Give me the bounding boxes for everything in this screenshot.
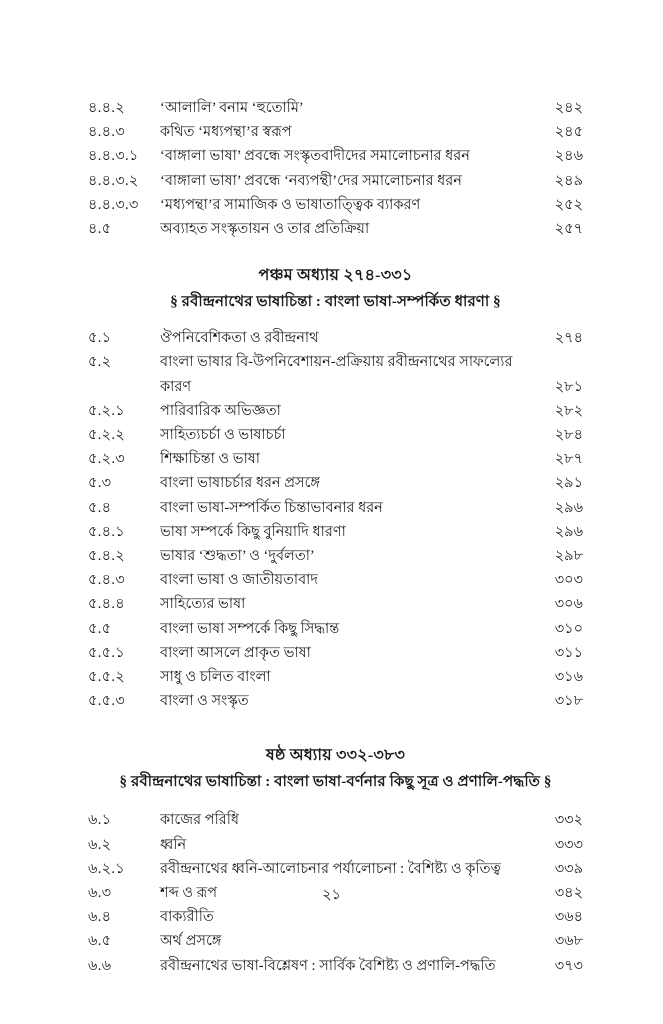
table-row [88,120,583,144]
chapter-heading-5 [88,263,583,315]
table-row [88,423,583,447]
toc-entry-title: বাংলা ভাষা সম্পর্কে কিছু সিদ্ধান্ত [160,620,340,637]
toc-entry-title: অব্যাহত সংস্কৃতায়ন ও তার প্রতিক্রিয়া [160,221,370,238]
toc-entry-page: ২৮৭ [554,451,583,468]
toc-entry-number: ৪.৪.৩ [88,124,125,141]
toc-entry-page: ৩৩২ [554,812,583,829]
table-row [88,399,583,423]
toc-entry-title: ‘মধ্যপন্থা’র সামাজিক ও ভাষাতাত্ত্বিক ব্যাকরণ [160,196,421,213]
toc-entry-title: বাংলা ভাষা-সম্পর্কিত চিন্তাভাবনার ধরন [160,499,383,516]
table-row [88,808,583,832]
toc-entry-page: ২৪২ [554,100,583,116]
toc-entry-page: ২৫২ [554,196,583,213]
table-row [88,592,583,616]
table-row [88,641,583,665]
toc-entry-page: ২৯৮ [554,548,583,565]
toc-entry-number: ৪.৪.৩.২ [88,172,139,189]
toc-entry-title: বাংলা ও সংস্কৃত [160,693,249,710]
toc-entry-number: ৫.৫.১ [88,644,125,661]
table-row [88,447,583,471]
toc-entry-page: ৩১১ [554,644,583,661]
toc-entry-number: ৫.৪.২ [88,548,125,565]
chapter-title: পঞ্চম অধ্যায় ২৭৪-৩৩১ [258,267,413,285]
table-row [88,350,583,374]
toc-entry-title: কথিত ‘মধ্যপন্থা’র স্বরূপ [160,124,292,141]
toc-entry-page: ২৮২ [554,402,583,419]
toc-entry-page: ৩৬৪ [554,909,583,926]
toc-entry-page: ২৪৫ [554,124,583,141]
toc-entry-title: কাজের পরিধি [160,812,239,829]
toc-entry-title: সাহিত্যের ভাষা [160,596,246,613]
table-row [88,471,583,495]
toc-entry-title: শিক্ষাচিন্তা ও ভাষা [160,451,260,468]
toc-entry-number: ৫.৩ [88,475,112,492]
table-row [88,520,583,544]
toc-entry-title: শব্দ ও রূপ [160,885,218,902]
toc-entry-number: ৫.৫ [88,620,112,637]
toc-entry-number: ৫.২.১ [88,402,125,419]
toc-entry-number: ৪.৫ [88,221,112,238]
toc-entry-title: বাংলা ভাষা ও জাতীয়তাবাদ [160,572,319,589]
toc-entry-title: পারিবারিক অভিজ্ঞতা [160,402,281,419]
table-row [88,905,583,929]
table-row [88,375,583,399]
toc-entry-title: ‘বাঙ্গালা ভাষা’ প্রবন্ধে ‘নব্যপন্থী’দের সমালোচনার ধরন [160,172,462,189]
toc-entry-page: ২৮৪ [554,427,583,444]
toc-entry-number: ৬.১ [88,812,112,829]
toc-entry-page: ৩৪২ [554,885,583,902]
toc-entry-number: ৫.২ [88,354,112,371]
toc-entry-number: ৬.৬ [88,957,112,974]
table-row [88,496,583,520]
table-row [88,617,583,641]
toc-entry-number: ৬.২ [88,836,112,853]
table-row [88,217,583,241]
toc-entry-title: বাংলা ভাষার বি-উপনিবেশায়ন-প্রক্রিয়ায় রবীন্দ্রনাথের সাফল্যের [160,354,513,371]
toc-entry-page: ২৮১ [554,378,583,395]
toc-entry-title: ‘বাঙ্গালা ভাষা’ প্রবন্ধে সংস্কৃতবাদীদের সমালোচনার ধরন [160,148,470,165]
table-row [88,568,583,592]
toc-entry-number: ৫.৪.৪ [88,596,125,613]
toc-entry-number: ৫.৪.৩ [88,572,125,589]
table-row [88,169,583,193]
toc-entry-title: সাহিত্যচর্চা ও ভাষাচর্চা [160,427,286,444]
toc-section-chapter-4-continued [88,96,583,241]
toc-entry-title: ‘আলালি’ বনাম ‘হুতোমি’ [160,100,304,116]
toc-entry-title: বাংলা ভাষাচর্চার ধরন প্রসঙ্গে [160,475,321,492]
toc-entry-title: রবীন্দ্রনাথের ভাষা-বিশ্লেষণ : সার্বিক বৈশিষ্ট্য ও প্রণালি-পদ্ধতি [160,957,496,974]
toc-entry-page: ৩৭৩ [554,957,583,974]
toc-entry-page: ৩১৮ [554,693,583,710]
toc-entry-page: ২৪৬ [554,148,583,165]
chapter-subtitle: § রবীন্দ্রনাথের ভাষাচিন্তা : বাংলা ভাষা-সম্পর্কিত ধারণা § [170,294,501,311]
toc-entry-number: ৫.২.২ [88,427,126,444]
toc-entry-page: ৩৩৩ [554,836,583,853]
toc-entry-number: ৫.৪.১ [88,523,125,540]
toc-entry-title: সাধু ও চলিত বাংলা [160,669,271,686]
table-row [88,833,583,857]
toc-entry-page: ৩১৬ [554,669,583,686]
toc-entry-number: ৫.৫.২ [88,669,125,686]
toc-entry-number: ৬.৫ [88,933,112,950]
toc-entry-page: ৩৬৮ [554,933,583,950]
toc-entry-title: অর্থ প্রসঙ্গে [160,933,222,950]
chapter-subtitle: § রবীন্দ্রনাথের ভাষাচিন্তা : বাংলা ভাষা-বর্ণনার কিছু সূত্র ও প্রণালি-পদ্ধতি § [119,774,552,791]
toc-entry-title: ভাষা সম্পর্কে কিছু বুনিয়াদি ধারণা [160,523,346,540]
table-row [88,144,583,168]
table-row [88,326,583,350]
toc-entry-page: ২৫৭ [554,221,583,238]
chapter-heading-6 [88,743,583,795]
toc-entry-number: ৬.২.১ [88,860,126,877]
table-row [88,954,583,978]
table-row [88,689,583,713]
toc-entry-title: ঔপনিবেশিকতা ও রবীন্দ্রনাথ [160,330,319,347]
table-row [88,544,583,568]
toc-entry-page: ২৪৯ [554,172,583,189]
toc-entry-number: ৫.১ [88,330,112,347]
toc-entry-number: ৬.৪ [88,909,112,926]
toc-entry-page: ২৯৬ [554,499,583,516]
toc-entry-page: ৩০৩ [554,572,583,589]
toc-section-chapter-5 [88,326,583,713]
toc-entry-title: রবীন্দ্রনাথের ধ্বনি-আলোচনার পর্যালোচনা : বৈশিষ্ট্য ও কৃতিত্ব [160,860,501,877]
table-row [88,929,583,953]
toc-entry-title: ভাষার ‘শুদ্ধতা’ ও ‘দুর্বলতা’ [160,548,315,565]
toc-entry-number: ৬.৩ [88,885,112,902]
toc-entry-number: ৫.২.৩ [88,451,126,468]
toc-entry-number: ৪.৪.৩.১ [88,148,139,165]
toc-entry-number: ৫.৪ [88,499,112,516]
toc-entry-number: ৪.৪.২ [88,100,125,116]
toc-entry-number: ৫.৫.৩ [88,693,125,710]
toc-entry-title: ধ্বনি [160,836,187,853]
table-row [88,857,583,881]
chapter-title: ষষ্ঠ অধ্যায় ৩৩২-৩৮৩ [265,747,406,765]
table-row [88,193,583,217]
toc-entry-page: ৩৩৯ [554,860,583,877]
toc-entry-page: ৩০৬ [554,596,583,613]
toc-entry-title: কারণ [160,378,192,395]
table-row [88,665,583,689]
toc-entry-title: বাক্যরীতি [160,909,214,926]
toc-entry-page: ৩১০ [554,620,583,637]
toc-entry-page: ২৭৪ [554,330,583,347]
table-row [88,96,583,120]
toc-entry-number: ৪.৪.৩.৩ [88,196,139,213]
page-folio: ২১ [322,887,341,903]
toc-entry-page: ২৯১ [554,475,583,492]
toc-entry-page: ২৯৬ [554,523,583,540]
toc-entry-title: বাংলা আসলে প্রাকৃত ভাষা [160,644,311,661]
